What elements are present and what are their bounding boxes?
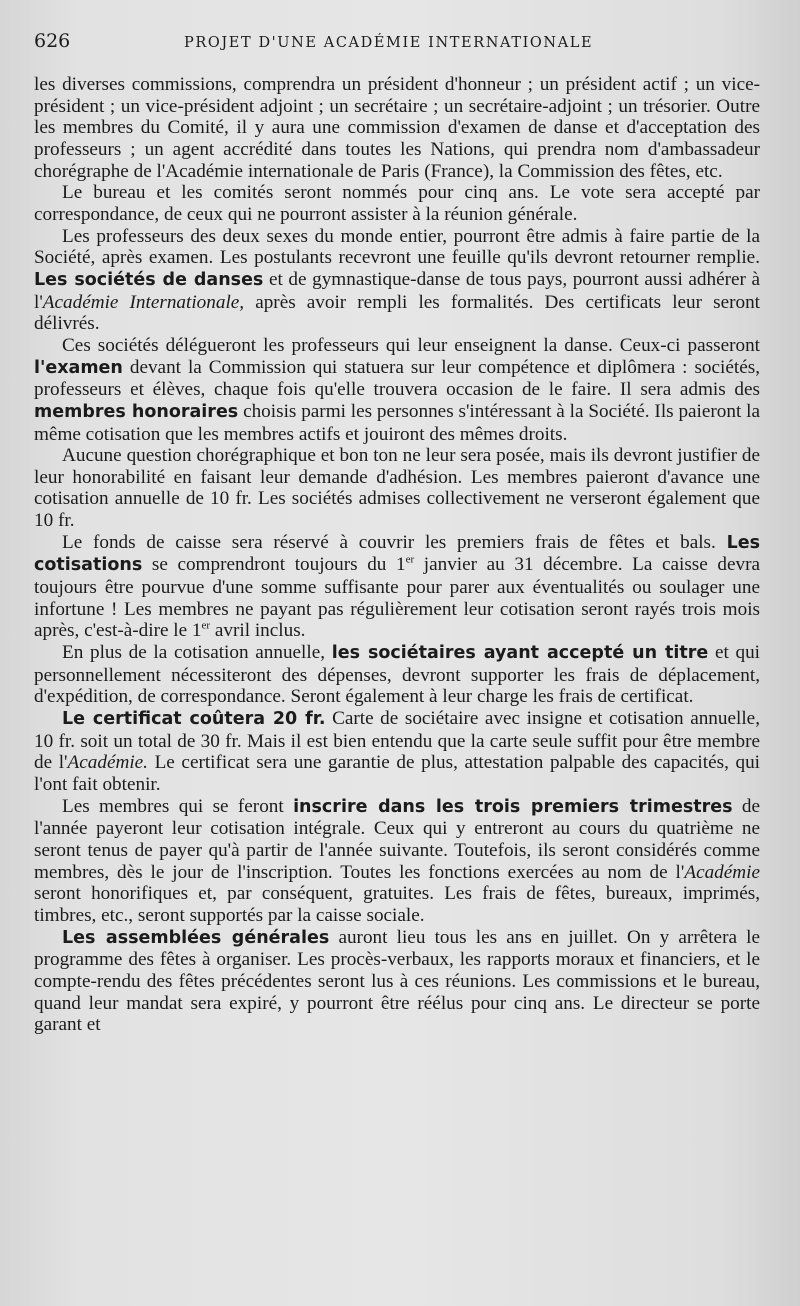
paragraph-6 bbox=[34, 532, 760, 642]
text-run: Carte de sociétaire avec insigne et cotisation annuelle, 10 fr. soit un total de 30 fr. Mais il est bien entendu que la carte seule suffit pour être membre de l' bbox=[34, 708, 760, 774]
text-run: après avoir rempli les formalités. Des certificats leur seront délivrés. bbox=[34, 291, 761, 335]
text-run: Ces sociétés délégueront les professeurs qui leur enseignent la danse. Ceux-ci passeront bbox=[62, 334, 760, 356]
superscript: er bbox=[201, 620, 211, 633]
text-run: Les membres qui se feront bbox=[62, 795, 294, 817]
bold-phrase: Les sociétés de danses bbox=[34, 269, 264, 290]
bold-phrase: les sociétaires ayant accepté un titre bbox=[331, 643, 709, 664]
text-run: se comprendront toujours du 1 bbox=[142, 554, 406, 576]
bold-phrase: Les cotisations bbox=[34, 532, 760, 576]
italic-phrase: Académie bbox=[684, 861, 760, 883]
bold-phrase: Le certificat coûtera 20 fr. bbox=[62, 709, 326, 730]
paragraph-10 bbox=[34, 927, 760, 1036]
bold-phrase: l'examen bbox=[34, 357, 123, 378]
text-run: de l'année payeront leur cotisation intégrale. Ceux qui y entreront au cours du quatrième ne seront tenus de payer qu'à partir de l'année suivante. Toutefois, ils seront considérés comme membres, dès le jour de l'inscription. Toutes les fonctions exercées au nom de l' bbox=[34, 795, 760, 883]
bold-phrase: Les assemblées générales bbox=[62, 927, 330, 948]
text-run: En plus de la cotisation annuelle, bbox=[62, 642, 332, 664]
running-head: PROJET D'UNE ACADÉMIE INTERNATIONALE bbox=[184, 35, 594, 51]
bold-phrase: inscrire dans les trois premiers trimestres bbox=[293, 796, 733, 817]
page-number: 626 bbox=[34, 30, 71, 52]
paragraph-9 bbox=[34, 796, 760, 927]
text-run: janvier au 31 décembre. La caisse devra toujours être pourvue d'une somme suffisante pour parer aux éventualités ou soulager une infortune ! Les membres ne payant pas régulièrement leur cotisation seront rayés trois mois après, c'est-à-dire le 1 bbox=[34, 554, 760, 642]
text-run: Le certificat sera une garantie de plus, attestation palpable des capacités, qui l'ont fait obtenir. bbox=[34, 752, 760, 795]
body-text bbox=[34, 74, 760, 1036]
paragraph-3 bbox=[34, 226, 760, 335]
paragraph-5 bbox=[34, 445, 760, 532]
paragraph-4 bbox=[34, 335, 760, 445]
paragraph-7 bbox=[34, 642, 760, 708]
text-run: Les professeurs des deux sexes du monde entier, pourront être admis à faire partie de la Société, après examen. Les postulants recevront une feuille qu'ils devront retourner remplie. bbox=[34, 225, 760, 269]
text-run: Le fonds de caisse sera réservé à couvrir les premiers frais de fêtes et bals. bbox=[62, 531, 727, 553]
paragraph-8 bbox=[34, 708, 760, 796]
text-run: Le bureau et les comités seront nommés pour cinq ans. Le vote sera accepté par correspondance, de ceux qui ne pourront assister à la réunion générale. bbox=[34, 182, 760, 225]
italic-phrase: Académie Internationale, bbox=[42, 291, 245, 313]
text-run: auront lieu tous les ans en juillet. On y arrêtera le programme des fêtes à organiser. Les procès-verbaux, les rapports moraux et financiers, et le compte-rendu des fêtes précédentes seront lus à ces réunions. Les commissions et le bureau, quand leur mandat sera expiré, y pourront être réélus pour cinq ans. Le directeur se porte garant et bbox=[34, 926, 761, 1036]
text-run: devant la Commission qui statuera sur leur compétence et diplômera : sociétés, professeurs et élèves, chaque fois qu'elle trouvera occasion de le faire. Il sera admis des bbox=[34, 356, 760, 401]
text-run: les diverses commissions, comprendra un président d'honneur ; un président actif ; un vice-président ; un vice-président adjoint ; un secrétaire ; un secrétaire-adjoint ; un trésorier. Outre les membres du Comité, il y aura une commission d'examen de danse et d'acceptation des professeurs ; un agent accrédité dans toutes les Nations, qui prendra nom d'ambassadeur chorégraphe de l'Académie internationale de Paris (France), la Commission des fêtes, etc. bbox=[34, 74, 760, 182]
text-run: avril inclus. bbox=[210, 620, 306, 642]
text-run: Aucune question chorégraphique et bon ton ne leur sera posée, mais ils devront justifier de leur honorabilité en faisant leur demande d'adhésion. Les membres paieront d'avance une cotisation annuelle de 10 fr. Les sociétés admises collectivement ne verseront également que 10 fr. bbox=[34, 445, 760, 532]
text-run: choisis parmi les personnes s'intéressant à la Société. Ils paieront la même cotisation que les membres actifs et jouiront des mêmes droits. bbox=[34, 400, 760, 445]
text-run: et qui personnellement nécessiteront des dépenses, devront supporter les frais de déplacement, d'expédition, de correspondance. Seront également à leur charge les frais de certificat. bbox=[34, 642, 760, 708]
bold-phrase: membres honoraires bbox=[34, 401, 239, 422]
paragraph-1 bbox=[34, 74, 760, 182]
text-run: seront honorifiques et, par conséquent, gratuites. Les frais de fêtes, bureaux, imprimés, timbres, etc., seront supportés par la caisse sociale. bbox=[34, 883, 760, 926]
page-header bbox=[34, 30, 760, 74]
paragraph-2 bbox=[34, 182, 760, 225]
italic-phrase: Académie. bbox=[67, 752, 148, 774]
text-run: et de gymnastique-danse de tous pays, pourront aussi adhérer à l' bbox=[34, 268, 761, 313]
superscript: er bbox=[405, 554, 415, 567]
